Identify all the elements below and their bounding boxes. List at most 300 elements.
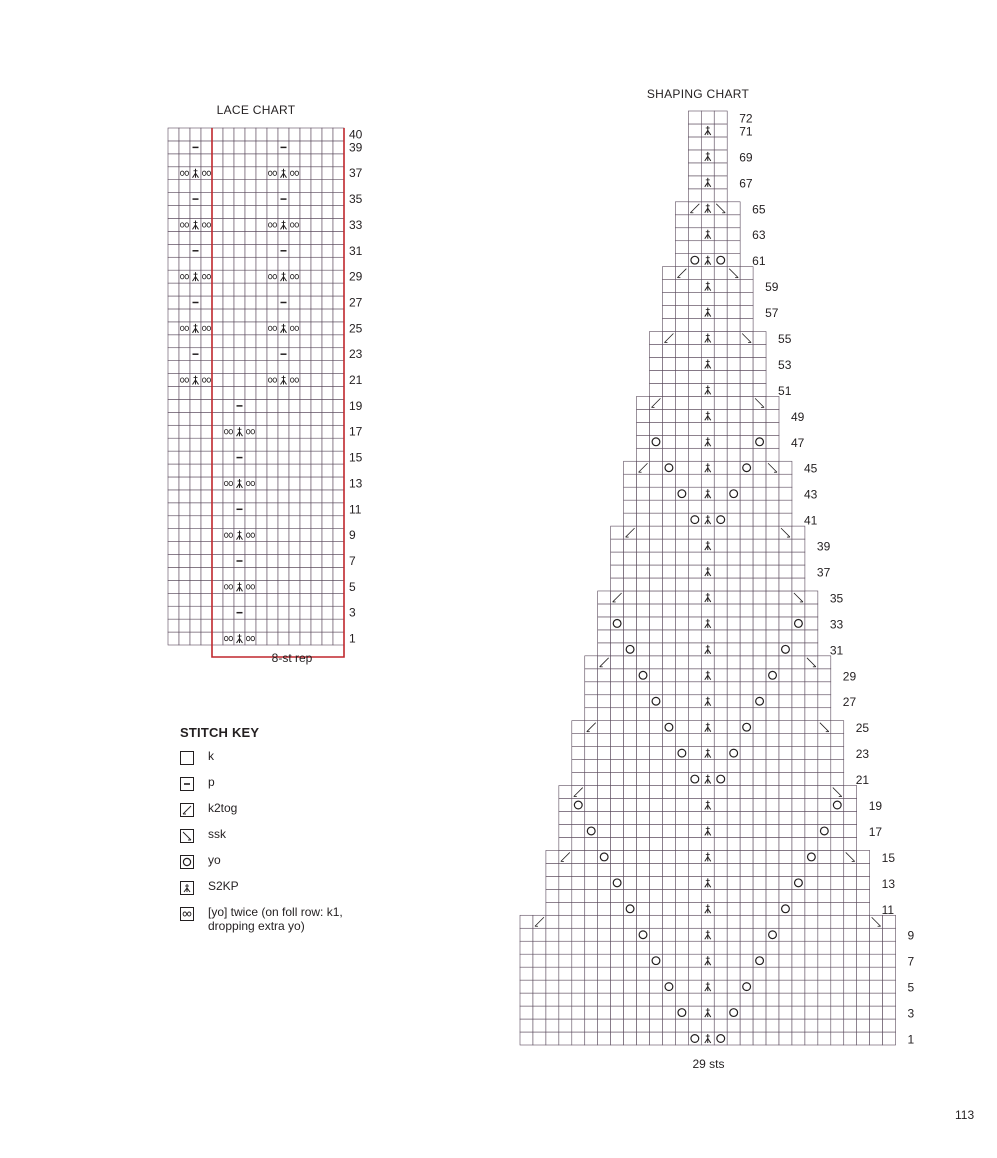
shaping-cell (883, 1032, 896, 1045)
shaping-cell (662, 902, 675, 915)
shaping-cell (753, 695, 766, 708)
shaping-cell (818, 837, 831, 850)
shaping-cell (740, 552, 753, 565)
shaping-cell (637, 565, 650, 578)
shaping-cell (662, 513, 675, 526)
shaping-cell (818, 773, 831, 786)
key-label-purl: p (208, 775, 215, 789)
shaping-cell (792, 669, 805, 682)
shaping-cell (675, 487, 688, 500)
shaping-cell (805, 915, 818, 928)
shaping-cell (727, 1006, 740, 1019)
shaping-cell (727, 799, 740, 812)
shaping-cell (753, 850, 766, 863)
shaping-cell (792, 630, 805, 643)
shaping-cell (637, 747, 650, 760)
shaping-cell (688, 747, 701, 760)
shaping-cell (688, 111, 701, 124)
shaping-cell (624, 876, 637, 889)
shaping-cell (844, 799, 857, 812)
shaping-cell (688, 461, 701, 474)
shaping-cell (740, 539, 753, 552)
shaping-cell (740, 280, 753, 293)
shaping-cell (805, 695, 818, 708)
shaping-row-label: 47 (791, 435, 805, 450)
shaping-chart (0, 100, 997, 1060)
shaping-cell (883, 980, 896, 993)
shaping-cell (611, 786, 624, 799)
shaping-cell (805, 617, 818, 630)
shaping-cell (675, 604, 688, 617)
shaping-cell (740, 941, 753, 954)
shaping-cell (662, 357, 675, 370)
shaping-cell (650, 941, 663, 954)
shaping-cell (598, 980, 611, 993)
shaping-cell (857, 876, 870, 889)
shaping-cell (766, 591, 779, 604)
shaping-cell (650, 448, 663, 461)
shaping-cell (857, 993, 870, 1006)
shaping-cell (688, 837, 701, 850)
shaping-row-label: 5 (907, 980, 915, 995)
shaping-cell (779, 643, 792, 656)
shaping-cell (675, 721, 688, 734)
shaping-cell (727, 526, 740, 539)
shaping-cell (662, 422, 675, 435)
shaping-cell (650, 357, 663, 370)
shaping-cell (844, 954, 857, 967)
shaping-row (662, 319, 753, 332)
shaping-cell (637, 513, 650, 526)
shaping-cell (701, 1019, 714, 1032)
shaping-cell (818, 1032, 831, 1045)
shaping-cell (714, 228, 727, 241)
shaping-cell (727, 747, 740, 760)
shaping-cell (792, 1019, 805, 1032)
shaping-cell (727, 357, 740, 370)
shaping-cell (727, 202, 740, 215)
shaping-cell (701, 837, 714, 850)
shaping-cell (779, 1019, 792, 1032)
shaping-cell (727, 721, 740, 734)
shaping-cell (546, 889, 559, 902)
shaping-cell (727, 967, 740, 980)
shaping-cell (844, 915, 857, 928)
yarn-over-circle-icon (180, 855, 194, 869)
shaping-cell (753, 461, 766, 474)
shaping-cell (714, 150, 727, 163)
shaping-cell (611, 747, 624, 760)
shaping-cell (753, 980, 766, 993)
shaping-cell (598, 1032, 611, 1045)
shaping-cell (701, 189, 714, 202)
shaping-cell (675, 824, 688, 837)
shaping-cell (792, 786, 805, 799)
shaping-cell (714, 474, 727, 487)
shaping-cell (572, 773, 585, 786)
shaping-cell (688, 163, 701, 176)
shaping-cell (675, 448, 688, 461)
shaping-cell (533, 954, 546, 967)
shaping-cell (740, 812, 753, 825)
shaping-cell (766, 552, 779, 565)
shaping-cell (753, 928, 766, 941)
shaping-cell (818, 967, 831, 980)
shaping-cell (727, 604, 740, 617)
shaping-cell (766, 824, 779, 837)
shaping-cell (662, 1019, 675, 1032)
shaping-cell (624, 591, 637, 604)
shaping-cell (688, 721, 701, 734)
shaping-cell (727, 293, 740, 306)
shaping-cell (740, 682, 753, 695)
shaping-cell (650, 824, 663, 837)
shaping-cell (727, 837, 740, 850)
shaping-cell (766, 656, 779, 669)
shaping-row (688, 137, 727, 150)
shaping-cell (766, 526, 779, 539)
shaping-cell (792, 824, 805, 837)
shaping-cell (779, 695, 792, 708)
shaping-row-label: 19 (868, 799, 883, 814)
shaping-cell (559, 799, 572, 812)
shaping-cell (740, 617, 753, 630)
shaping-cell (740, 695, 753, 708)
shaping-cell (701, 786, 714, 799)
key-label-ssk: ssk (208, 827, 226, 841)
shaping-cell (753, 889, 766, 902)
shaping-cell (883, 915, 896, 928)
shaping-cell (650, 539, 663, 552)
shaping-cell (831, 902, 844, 915)
shaping-cell (779, 824, 792, 837)
shaping-cell (559, 786, 572, 799)
lace-row-label: 29 (349, 269, 363, 284)
shaping-cell (624, 487, 637, 500)
shaping-cell (546, 928, 559, 941)
shaping-cell (637, 409, 650, 422)
shaping-cell (805, 876, 818, 889)
shaping-row (637, 448, 779, 461)
shaping-cell (740, 747, 753, 760)
shaping-cell (779, 993, 792, 1006)
shaping-cell (740, 461, 753, 474)
shaping-cell (714, 565, 727, 578)
shaping-cell (753, 565, 766, 578)
shaping-cell (805, 799, 818, 812)
shaping-cell (753, 837, 766, 850)
shaping-cell (650, 370, 663, 383)
shaping-cell (662, 604, 675, 617)
shaping-cell (688, 915, 701, 928)
shaping-cell (870, 967, 883, 980)
shaping-cell (740, 967, 753, 980)
shaping-cell (624, 747, 637, 760)
shaping-cell (650, 565, 663, 578)
lace-row-label: 19 (349, 398, 363, 413)
shaping-cell (792, 604, 805, 617)
shaping-cell (714, 189, 727, 202)
lace-row-label: 9 (349, 528, 356, 543)
shaping-cell (792, 721, 805, 734)
shaping-cell (766, 513, 779, 526)
shaping-cell (766, 786, 779, 799)
shaping-cell (559, 993, 572, 1006)
shaping-cell (844, 812, 857, 825)
page-number: 113 (955, 1108, 975, 1122)
shaping-cell (740, 448, 753, 461)
shaping-cell (805, 591, 818, 604)
shaping-cell (572, 760, 585, 773)
shaping-cell (714, 786, 727, 799)
shaping-cell (688, 850, 701, 863)
shaping-cell (714, 461, 727, 474)
shaping-cell (831, 773, 844, 786)
shaping-cell (727, 448, 740, 461)
shaping-cell (675, 786, 688, 799)
shaping-cell (857, 980, 870, 993)
shaping-cell (688, 396, 701, 409)
shaping-cell (766, 902, 779, 915)
shaping-cell (662, 760, 675, 773)
shaping-cell (792, 708, 805, 721)
shaping-cell (714, 812, 727, 825)
shaping-row (546, 863, 870, 876)
shaping-cell (662, 967, 675, 980)
shaping-cell (675, 889, 688, 902)
shaping-cell (688, 902, 701, 915)
key-item-double-yo (180, 905, 410, 939)
shaping-cell (714, 539, 727, 552)
shaping-cell (727, 345, 740, 358)
shaping-cell (805, 1006, 818, 1019)
shaping-cell (650, 967, 663, 980)
shaping-cell (766, 954, 779, 967)
shaping-cell (766, 1032, 779, 1045)
shaping-row (559, 812, 857, 825)
shaping-cell (714, 487, 727, 500)
shaping-cell (662, 747, 675, 760)
shaping-cell (585, 837, 598, 850)
shaping-cell (857, 954, 870, 967)
shaping-cell (675, 552, 688, 565)
shaping-cell (740, 319, 753, 332)
shaping-cell (701, 915, 714, 928)
shaping-cell (559, 889, 572, 902)
shaping-cell (650, 383, 663, 396)
shaping-cell (650, 435, 663, 448)
shaping-cell (740, 734, 753, 747)
shaping-cell (740, 850, 753, 863)
shaping-cell (675, 578, 688, 591)
shaping-cell (740, 799, 753, 812)
shaping-cell (624, 500, 637, 513)
shaping-cell (675, 837, 688, 850)
shaping-cell (779, 760, 792, 773)
shaping-cell (792, 876, 805, 889)
shaping-cell (688, 345, 701, 358)
shaping-cell (611, 552, 624, 565)
shaping-cell (572, 812, 585, 825)
shaping-cell (650, 526, 663, 539)
shaping-cell (520, 941, 533, 954)
shaping-row-label: 11 (881, 902, 895, 917)
shaping-cell (753, 383, 766, 396)
shaping-cell (611, 682, 624, 695)
shaping-cell (805, 863, 818, 876)
lace-row-label: 23 (349, 347, 363, 362)
shaping-cell (857, 902, 870, 915)
shaping-cell (662, 630, 675, 643)
shaping-cell (624, 928, 637, 941)
lace-row-label: 3 (349, 605, 356, 620)
shaping-cell (611, 928, 624, 941)
shaping-cell (546, 1006, 559, 1019)
shaping-cell (611, 941, 624, 954)
shaping-cell (727, 306, 740, 319)
shaping-cell (818, 760, 831, 773)
shaping-cell (740, 993, 753, 1006)
shaping-cell (637, 915, 650, 928)
shaping-cell (688, 487, 701, 500)
shaping-cell (766, 539, 779, 552)
shaping-cell (818, 850, 831, 863)
shaping-cell (766, 915, 779, 928)
shaping-row-label: 13 (881, 876, 896, 891)
shaping-cell (611, 837, 624, 850)
shaping-cell (572, 902, 585, 915)
shaping-cell (688, 409, 701, 422)
lace-chart-title: LACE CHART (216, 103, 296, 117)
shaping-cell (870, 941, 883, 954)
shaping-cell (792, 915, 805, 928)
shaping-cell (857, 967, 870, 980)
shaping-cell (779, 474, 792, 487)
shaping-cell (585, 928, 598, 941)
shaping-cell (818, 734, 831, 747)
shaping-cell (650, 837, 663, 850)
shaping-cell (805, 682, 818, 695)
shaping-cell (792, 850, 805, 863)
shaping-cell (662, 721, 675, 734)
shaping-cell (559, 824, 572, 837)
shaping-cell (714, 267, 727, 280)
shaping-cell (611, 799, 624, 812)
shaping-row (650, 370, 767, 383)
shaping-cell (701, 967, 714, 980)
shaping-cell (637, 734, 650, 747)
shaping-cell (714, 409, 727, 422)
shaping-cell (766, 630, 779, 643)
shaping-cell (714, 396, 727, 409)
shaping-cell (675, 370, 688, 383)
shaping-cell (844, 786, 857, 799)
shaping-cell (714, 721, 727, 734)
lace-row-label: 25 (349, 321, 363, 336)
shaping-cell (753, 954, 766, 967)
shaping-cell (637, 500, 650, 513)
shaping-cell (753, 721, 766, 734)
shaping-cell (611, 734, 624, 747)
shaping-cell (520, 993, 533, 1006)
lace-repeat-label: 8-st rep (271, 651, 313, 665)
shaping-cell (662, 682, 675, 695)
shaping-cell (831, 993, 844, 1006)
shaping-cell (740, 422, 753, 435)
shaping-cell (559, 876, 572, 889)
shaping-cell (650, 643, 663, 656)
shaping-cell (740, 630, 753, 643)
shaping-cell (701, 889, 714, 902)
shaping-cell (585, 734, 598, 747)
shaping-cell (559, 863, 572, 876)
key-label-knit: k (208, 749, 214, 763)
shaping-cell (818, 747, 831, 760)
shaping-cell (624, 967, 637, 980)
lace-row-label: 17 (349, 424, 363, 439)
shaping-cell (714, 643, 727, 656)
shaping-cell (546, 902, 559, 915)
shaping-cell (714, 319, 727, 332)
shaping-cell (727, 552, 740, 565)
shaping-cell (753, 370, 766, 383)
shaping-cell (688, 189, 701, 202)
shaping-row (650, 345, 767, 358)
shaping-cell (831, 824, 844, 837)
shaping-cell (727, 591, 740, 604)
shaping-cell (611, 565, 624, 578)
shaping-cell (740, 513, 753, 526)
shaping-cell (572, 721, 585, 734)
shaping-cell (688, 319, 701, 332)
shaping-cell (792, 539, 805, 552)
shaping-cell (688, 824, 701, 837)
shaping-cell (598, 682, 611, 695)
shaping-cell (701, 708, 714, 721)
shaping-cell (714, 876, 727, 889)
shaping-cell (637, 773, 650, 786)
shaping-cell (611, 578, 624, 591)
shaping-cell (650, 552, 663, 565)
shaping-cell (714, 837, 727, 850)
shaping-cell (701, 760, 714, 773)
knit-square-icon (180, 751, 194, 765)
shaping-cell (688, 889, 701, 902)
shaping-cell (662, 280, 675, 293)
shaping-cell (675, 850, 688, 863)
shaping-cell (650, 954, 663, 967)
shaping-cell (831, 967, 844, 980)
shaping-cell (714, 669, 727, 682)
shaping-cell (805, 773, 818, 786)
shaping-cell (727, 863, 740, 876)
shaping-cell (624, 695, 637, 708)
shaping-cell (546, 876, 559, 889)
shaping-row (611, 578, 805, 591)
shaping-cell (740, 383, 753, 396)
shaping-cell (533, 993, 546, 1006)
shaping-cell (714, 345, 727, 358)
shaping-cell (766, 448, 779, 461)
shaping-cell (766, 487, 779, 500)
shaping-cell (688, 267, 701, 280)
shaping-cell (766, 760, 779, 773)
shaping-cell (779, 630, 792, 643)
key-item-s2kp (180, 879, 410, 905)
shaping-cell (714, 357, 727, 370)
shaping-cell (662, 306, 675, 319)
shaping-cell (650, 682, 663, 695)
